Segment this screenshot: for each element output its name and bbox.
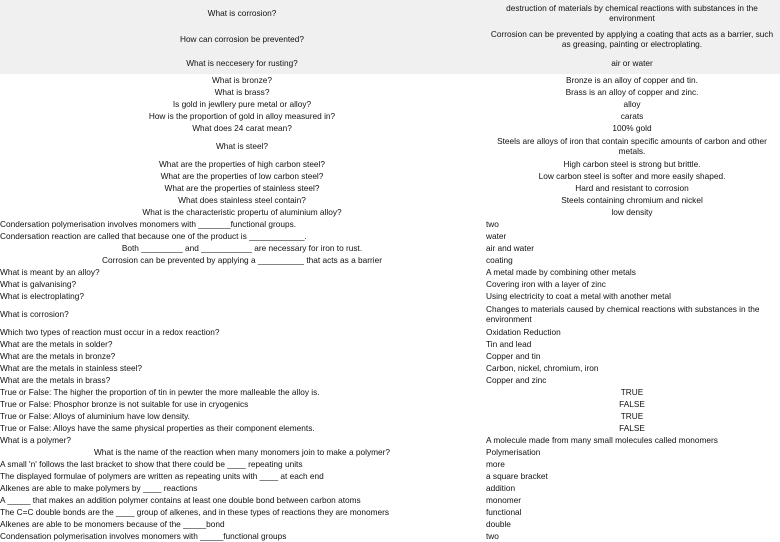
table-row — [0, 434, 780, 446]
table-row — [0, 86, 780, 98]
answer-cell: Oxidation Reduction — [486, 327, 561, 337]
question-cell: What are the properties of high carbon steel? — [158, 159, 326, 169]
answer-cell: destruction of materials by chemical reactions with substances in the environment — [506, 3, 758, 23]
table-row — [0, 182, 780, 194]
table-row — [0, 110, 780, 122]
question-cell: What does 24 carat mean? — [192, 123, 292, 133]
question-cell: What is meant by an alloy? — [0, 267, 100, 277]
table-row — [0, 338, 780, 350]
question-cell: What is the characteristic propertu of aluminium alloy? — [142, 207, 342, 217]
table-row — [0, 410, 780, 422]
answer-cell: Copper and tin — [486, 351, 541, 361]
table-row — [0, 422, 780, 434]
table-row — [0, 398, 780, 410]
answer-cell: Brass is an alloy of copper and zinc. — [565, 87, 699, 97]
answer-cell: alloy — [623, 99, 641, 109]
answer-cell: FALSE — [619, 423, 645, 433]
question-cell: Is gold in jewllery pure metal or alloy? — [172, 99, 312, 109]
question-cell: What are the metals in solder? — [0, 339, 113, 349]
question-cell: A small 'n' follows the last bracket to show that there could be ____ repeating units — [0, 459, 303, 469]
table-row — [0, 206, 780, 218]
table-row — [0, 242, 780, 254]
table-row — [0, 518, 780, 530]
table-row — [0, 530, 780, 542]
table-row — [0, 122, 780, 134]
table-row — [0, 170, 780, 182]
table-row — [0, 362, 780, 374]
question-cell: What are the properties of stainless steel? — [164, 183, 320, 193]
question-cell: Alkenes are able to make polymers by ____ reactions — [0, 483, 198, 493]
question-cell: What are the metals in stainless steel? — [0, 363, 143, 373]
table-row — [0, 26, 780, 52]
question-cell: What is bronze? — [212, 75, 272, 85]
answer-cell: TRUE — [620, 411, 644, 421]
table-row — [0, 350, 780, 362]
answer-cell: Polymerisation — [486, 447, 541, 457]
answer-cell: Using electricity to coat a metal with another metal — [486, 291, 671, 301]
question-cell: What is galvanising? — [0, 279, 77, 289]
table-row — [0, 482, 780, 494]
table-row — [0, 290, 780, 302]
question-cell: What is corrosion? — [207, 8, 277, 18]
question-cell: How can corrosion be prevented? — [179, 34, 305, 44]
question-cell: What are the properties of low carbon steel? — [160, 171, 324, 181]
question-cell: Alkenes are able to be monomers because of the _____bond — [0, 519, 225, 529]
table-row — [0, 446, 780, 458]
table-row — [0, 470, 780, 482]
table-row — [0, 158, 780, 170]
table-row — [0, 326, 780, 338]
table-row — [0, 74, 780, 86]
question-cell: True or False: Phosphor bronze is not suitable for use in cryogenics — [0, 399, 249, 409]
question-cell: What is electroplating? — [0, 291, 84, 301]
question-cell: True or False: Alloys have the same physical properties as their component elements. — [0, 423, 315, 433]
answer-cell: Hard and resistant to corrosion — [575, 183, 689, 193]
answer-cell: air and water — [486, 243, 534, 253]
answer-cell: air or water — [611, 58, 653, 68]
answer-cell: Covering iron with a layer of zinc — [486, 279, 606, 289]
answer-cell: more — [486, 459, 505, 469]
answer-cell: Copper and zinc — [486, 375, 547, 385]
answer-cell: Steels containing chromium and nickel — [561, 195, 703, 205]
question-cell: What are the metals in bronze? — [0, 351, 116, 361]
question-cell: True or False: The higher the proportion of tin in pewter the more malleable the alloy is. — [0, 387, 320, 397]
table-row — [0, 218, 780, 230]
answer-cell: Low carbon steel is softer and more easily shaped. — [538, 171, 726, 181]
answer-cell: Bronze is an alloy of copper and tin. — [566, 75, 698, 85]
answer-cell: FALSE — [619, 399, 645, 409]
answer-cell: A molecule made from many small molecules called monomers — [486, 435, 718, 445]
answer-cell: 100% gold — [612, 123, 652, 133]
answer-cell: two — [486, 219, 499, 229]
question-cell: What is a polymer? — [0, 435, 72, 445]
table-row — [0, 134, 780, 158]
answer-cell: Changes to materials caused by chemical reactions with substances in the environment — [486, 304, 760, 324]
question-cell: What are the metals in brass? — [0, 375, 111, 385]
answer-cell: coating — [486, 255, 513, 265]
question-cell: Condersation polymerisation involves monomers with _______functional groups. — [0, 219, 297, 229]
answer-cell: two — [486, 531, 499, 541]
table-row — [0, 98, 780, 110]
table-row — [0, 506, 780, 518]
answer-cell: Tin and lead — [486, 339, 532, 349]
answer-cell: water — [486, 231, 507, 241]
question-cell: The C=C double bonds are the ____ group of alkenes, and in these types of reactions they are monomers — [0, 507, 390, 517]
table-row — [0, 266, 780, 278]
question-cell: How is the proportion of gold in alloy measured in? — [148, 111, 336, 121]
question-cell: What does stainless steel contain? — [178, 195, 306, 205]
answer-cell: TRUE — [620, 387, 644, 397]
table-row — [0, 278, 780, 290]
answer-cell: High carbon steel is strong but brittle. — [563, 159, 701, 169]
question-cell: What is neccesery for rusting? — [186, 58, 298, 68]
question-cell: The displayed formulae of polymers are written as repeating units with ____ at each end — [0, 471, 324, 481]
table-row — [0, 374, 780, 386]
answer-cell: Steels are alloys of iron that contain specific amounts of carbon and other metals. — [497, 136, 767, 156]
question-cell: Condersation reaction are called that because one of the product is ____________. — [0, 231, 307, 241]
table-row — [0, 494, 780, 506]
answer-cell: monomer — [486, 495, 522, 505]
question-cell: What is brass? — [214, 87, 270, 97]
answer-cell: addition — [486, 483, 516, 493]
question-cell: True or False: Alloys of aluminium have low density. — [0, 411, 190, 421]
answer-cell: double — [486, 519, 511, 529]
answer-cell: Carbon, nickel, chromium, iron — [486, 363, 599, 373]
question-cell: Corrosion can be prevented by applying a __________ that acts as a barrier — [102, 255, 382, 265]
answer-cell: a square bracket — [486, 471, 548, 481]
table-row — [0, 254, 780, 266]
table-row — [0, 52, 780, 74]
question-cell: Both _________ and ___________ are necessary for iron to rust. — [121, 243, 363, 253]
table-row — [0, 302, 780, 326]
answer-cell: functional — [486, 507, 522, 517]
question-cell: A _____ that makes an addition polymer contains at least one double bond between carbon atoms — [0, 495, 361, 505]
table-row — [0, 458, 780, 470]
question-cell: Condensation polymerisation involves monomers with _____functional groups — [0, 531, 287, 541]
answer-cell: A metal made by combining other metals — [486, 267, 636, 277]
question-cell: What is the name of the reaction when many monomers join to make a polymer? — [93, 447, 391, 457]
question-cell: What is corrosion? — [0, 309, 69, 319]
answer-cell: carats — [620, 111, 644, 121]
question-cell: What is steel? — [215, 141, 269, 151]
answer-cell: low density — [611, 207, 653, 217]
table-row — [0, 194, 780, 206]
table-row — [0, 0, 780, 26]
answer-cell: Corrosion can be prevented by applying a coating that acts as a barrier, such as greasing, painting or electroplating. — [490, 29, 774, 49]
table-row — [0, 386, 780, 398]
table-row — [0, 230, 780, 242]
question-cell: Which two types of reaction must occur in a redox reaction? — [0, 327, 220, 337]
